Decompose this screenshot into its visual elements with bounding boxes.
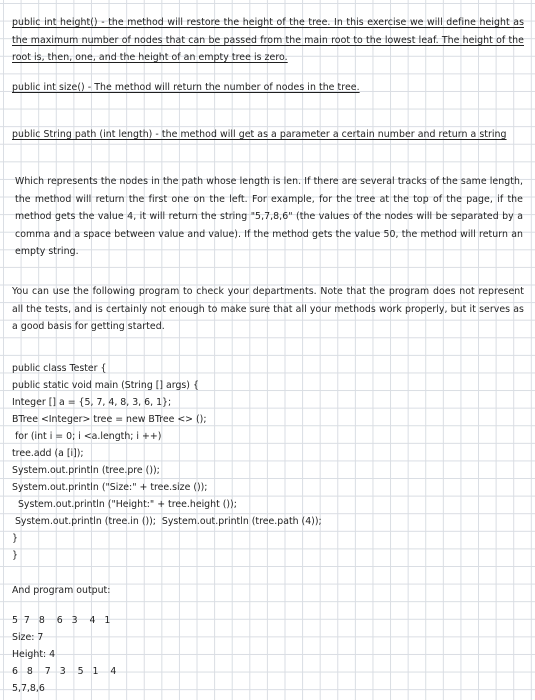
code-line: System.out.println (tree.in ()); System.out.println (tree.path (4));	[12, 516, 322, 527]
output-line: Size: 7	[12, 632, 44, 643]
output-line: 5 7 8 6 3 4 1	[12, 615, 111, 626]
code-line: }	[12, 550, 18, 561]
code-line: public static void main (String [] args) {	[12, 380, 199, 391]
output-line: Height: 4	[12, 649, 56, 660]
output-heading: And program output:	[12, 585, 111, 596]
height-method-description: public int height() - the method will restore the height of the tree. In this exercise we will define height as the maximum number of nodes that can be passed from the main root to the lowest leaf. The height of the root is, then, one, and the height of an empty tree is zero.	[12, 17, 524, 64]
output-line: 6 8 7 3 5 1 4	[12, 666, 117, 677]
code-line: Integer [] a = {5, 7, 4, 8, 3, 6, 1};	[12, 397, 172, 408]
code-line: BTree <Integer> tree = new BTree <> ();	[12, 414, 207, 425]
code-line: System.out.println ("Size:" + tree.size ());	[12, 482, 208, 493]
code-line: for (int i = 0; i <a.length; i ++)	[12, 431, 162, 442]
path-method-detail: Which represents the nodes in the path whose length is len. If there are several tracks of the same length, the method will return the first one on the left. For example, for the tree at the top of the page, if the method gets the value 4, it will return the string "5,7,8,6" (the values of the nodes will be separated by a comma and a space between value and value). If the method gets the value 50, the method will return an empty string.	[15, 176, 523, 258]
code-line: tree.add (a [i]);	[12, 448, 84, 459]
tester-intro-paragraph: You can use the following program to check your departments. Note that the program does not represent all the tests, and is certainly not enough to make sure that all your methods work properly, but it serves as a good basis for getting started.	[12, 286, 524, 333]
code-line: public class Tester {	[12, 363, 107, 374]
code-line: }	[12, 533, 18, 544]
size-method-description: public int size() - The method will return the number of nodes in the tree.	[12, 82, 360, 93]
code-line: System.out.println (tree.pre ());	[12, 465, 160, 476]
output-line: 5,7,8,6	[12, 683, 45, 694]
code-line: System.out.println ("Height:" + tree.height ());	[12, 499, 237, 510]
path-method-description: public String path (int length) - the method will get as a parameter a certain number and return a string	[12, 129, 507, 140]
